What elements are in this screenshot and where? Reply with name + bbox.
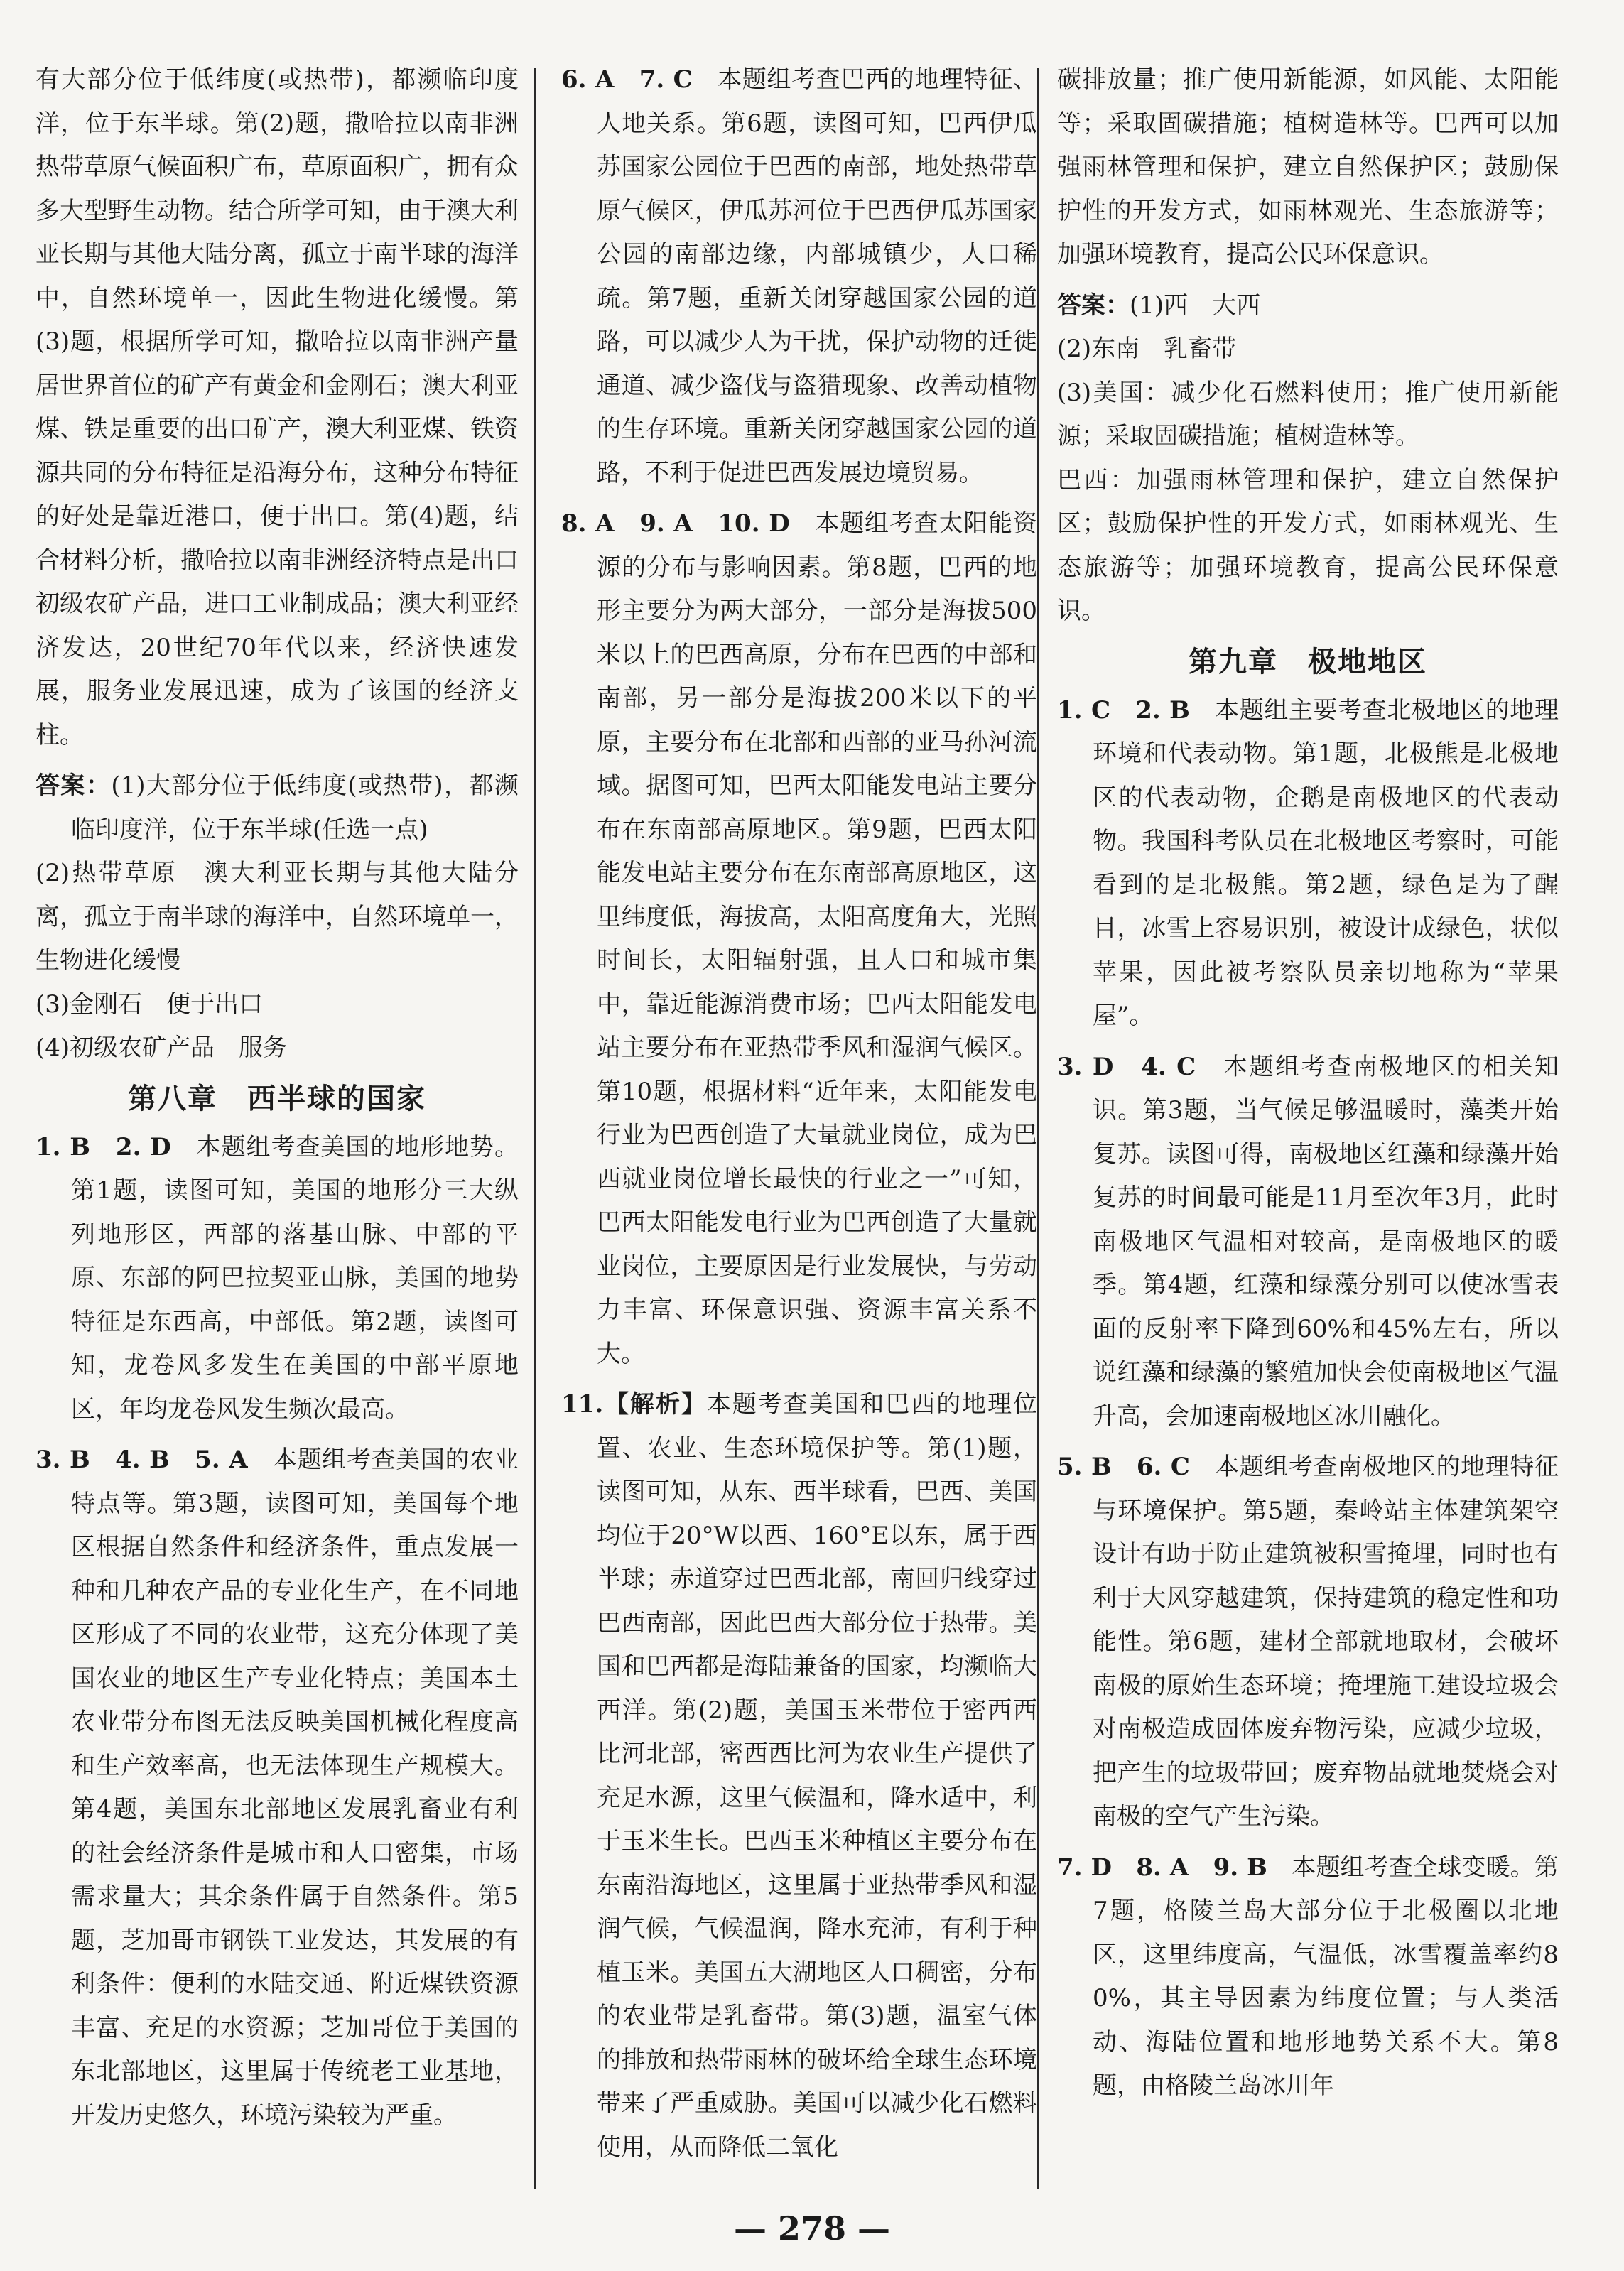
column-2 bbox=[561, 58, 1037, 2177]
answer-item: (3)美国：减少化石燃料使用；推广使用新能源；采取固碳措施；植树造林等。 bbox=[1057, 378, 1559, 450]
question-explanation: 本题组考查南极地区的地理特征与环境保护。第5题，秦岭站主体建筑架空设计有助于防止建筑被积雪掩埋，同时也有利于大风穿越建筑，保持建筑的稳定性和功能性。第6题，建材全部就地取材，会破坏南极的原始生态环境；掩埋施工建设垃圾会对南极造成固体废弃物污染，应减少垃圾，把产生的垃圾带回；废弃物品就地焚烧会对南极的空气产生污染。 bbox=[1093, 1453, 1559, 1831]
question-group bbox=[1057, 689, 1559, 1039]
question-explanation: 本题组考查巴西的地理特征、人地关系。第6题，读图可知，巴西伊瓜苏国家公园位于巴西的南部，地处热带草原气候区，伊瓜苏河位于巴西伊瓜苏国家公园的南部边缘，内部城镇少，人口稀疏。第7题，重新关闭穿越国家公园的道路，可以减少人为干扰，保护动物的迁徙通道、减少盗伐与盗猎现象、改善动植物的生存环境。重新关闭穿越国家公园的道路，不利于促进巴西发展边境贸易。 bbox=[597, 65, 1037, 487]
question-numbers: 1. B 2. D bbox=[36, 1132, 171, 1161]
answer-item: (2)热带草原 澳大利亚长期与其他大陆分离，孤立于南半球的海洋中，自然环境单一，生物进化缓慢 bbox=[36, 859, 519, 975]
answer-item: (3)金刚石 便于出口 bbox=[36, 990, 264, 1019]
question-explanation: 本题组考查美国的地形地势。第1题，读图可知，美国的地形分三大纵列地形区，西部的落基山脉、中部的平原、东部的阿巴拉契亚山脉，美国的地势特征是东西高，中部低。第2题，读图可知，龙卷风多发生在美国的中部平原地区，年均龙卷风发生频次最高。 bbox=[71, 1132, 519, 1424]
answer-item: (4)初级农矿产品 服务 bbox=[36, 1034, 288, 1062]
question-group bbox=[1057, 1046, 1559, 1439]
question-explanation: 本题考查美国和巴西的地理位置、农业、生态环境保护等。第(1)题，读图可知，从东、西半球看，巴西、美国均位于20°W以西、160°E以东，属于西半球；赤道穿过巴西北部，南回归线穿过巴西南部，因此巴西大部分位于热带。美国和巴西都是海陆兼备的国家，均濒临大西洋。第(2)题，美国玉米带位于密西西比河北部，密西西比河为农业生产提供了充足水源，这里气候温和，降水适中，利于玉米生长。巴西玉米种植区主要分布在东南沿海地区，这里属于亚热带季风和湿润气候，气候温润，降水充沛，有利于种植玉米。美国五大湖地区人口稠密，分布的农业带是乳畜带。第(3)题，温室气体的排放和热带雨林的破坏给全球生态环境带来了严重威胁。美国可以减少化石燃料使用，从而降低二氧化 bbox=[597, 1390, 1037, 2162]
chapter-heading: 第九章 极地地区 bbox=[1189, 645, 1427, 678]
question-numbers: 8. A 9. A 10. D bbox=[561, 509, 790, 538]
question-numbers: 3. B 4. B 5. A bbox=[36, 1446, 248, 1474]
question-explanation: 本题组考查美国的农业特点等。第3题，读图可知，美国每个地区根据自然条件和经济条件，重点发展一种和几种农产品的专业化生产，在不同地区形成了不同的农业带，这充分体现了美国农业的地区生产专业化特点；美国本土农业带分布图无法反映美国机械化程度高和生产效率高，也无法体现生产规模大。第4题，美国东北部地区发展乳畜业有利的社会经济条件是城市和人口密集，市场需求量大；其余条件属于自然条件。第5题，芝加哥市钢铁工业发达，其发展的有利条件：便利的水陆交通、附近煤铁资源丰富、充足的水资源；芝加哥位于美国的东北部地区，这里属于传统老工业基地，开发历史悠久，环境污染较为严重。 bbox=[71, 1446, 519, 2130]
question-group bbox=[561, 58, 1037, 495]
question-numbers: 1. C 2. B bbox=[1057, 695, 1190, 725]
column-3 bbox=[1057, 58, 1559, 2115]
answer-item: (1)大部分位于低纬度(或热带)，都濒临印度洋，位于东半球(任选一点) bbox=[71, 771, 519, 844]
answer-label: 答案： bbox=[36, 771, 112, 800]
column-divider-2 bbox=[1037, 68, 1039, 2189]
answer-block bbox=[1057, 284, 1559, 328]
column-1 bbox=[36, 58, 519, 2145]
question-numbers: 7. D 8. A 9. B bbox=[1057, 1853, 1267, 1882]
question-group bbox=[36, 1126, 519, 1432]
question-group bbox=[1057, 1446, 1559, 1839]
question-explanation: 本题组主要考查北极地区的地理环境和代表动物。第1题，北极熊是北极地区的代表动物，企鹅是南极地区的代表动物。我国科考队员在北极地区考察时，可能看到的是北极熊。第2题，绿色是为了醒目，冰雪上容易识别，被设计成绿色，状似苹果，因此被考察队员亲切地称为“苹果屋”。 bbox=[1093, 695, 1559, 1030]
question-group bbox=[36, 1438, 519, 2137]
question-group bbox=[1057, 1846, 1559, 2108]
continued-paragraph: 碳排放量；推广使用新能源，如风能、太阳能等；采取固碳措施；植树造林等。巴西可以加强雨林管理和保护，建立自然保护区；鼓励保护性的开发方式，如雨林观光、生态旅游等；加强环境教育，提高公民环保意识。 bbox=[1057, 65, 1559, 269]
question-explanation: 本题组考查南极地区的相关知识。第3题，当气候足够温暖时，藻类开始复苏。读图可得，南极地区红藻和绿藻开始复苏的时间最可能是11月至次年3月，此时南极地区气温相对较高，是南极地区的暖季。第4题，红藻和绿藻分别可以使冰雪表面的反射率下降到60%和45%左右，所以说红藻和绿藻的繁殖加快会使南极地区气温升高，会加速南极地区冰川融化。 bbox=[1093, 1052, 1559, 1431]
question-group bbox=[561, 502, 1037, 1376]
page-number: — 278 — bbox=[733, 2209, 891, 2248]
column-divider-1 bbox=[534, 68, 536, 2189]
question-numbers: 6. A 7. C bbox=[561, 65, 693, 94]
answer-block bbox=[36, 764, 519, 852]
chapter-heading: 第八章 西半球的国家 bbox=[128, 1082, 426, 1115]
question-numbers: 11.【解析】 bbox=[561, 1390, 707, 1419]
question-explanation: 本题组考查全球变暖。第7题，格陵兰岛大部分位于北极圈以北地区，这里纬度高，气温低，冰雪覆盖率约80%，其主导因素为纬度位置；与人类活动、海陆位置和地形地势关系不大。第8题，由格陵兰岛冰川年 bbox=[1093, 1853, 1559, 2100]
answer-item: (1)西 大西 bbox=[1130, 291, 1261, 320]
question-numbers: 5. B 6. C bbox=[1057, 1453, 1190, 1481]
question-group bbox=[561, 1383, 1037, 2169]
answer-label: 答案： bbox=[1057, 291, 1130, 320]
answer-item: (2)东南 乳畜带 bbox=[1057, 335, 1237, 363]
answer-item: 巴西：加强雨林管理和保护，建立自然保护区；鼓励保护性的开发方式，如雨林观光、生态旅游等；加强环境教育，提高公民环保意识。 bbox=[1057, 465, 1559, 625]
question-explanation: 本题组考查太阳能资源的分布与影响因素。第8题，巴西的地形主要分为两大部分，一部分是海拔500米以上的巴西高原，分布在巴西的中部和南部，另一部分是海拔200米以下的平原，主要分布在北部和西部的亚马孙河流域。据图可知，巴西太阳能发电站主要分布在东南部高原地区。第9题，巴西太阳能发电站主要分布在东南部高原地区，这里纬度低，海拔高，太阳高度角大，光照时间长，太阳辐射强，且人口和城市集中，靠近能源消费市场；巴西太阳能发电站主要分布在亚热带季风和湿润气候区。第10题，根据材料“近年来，太阳能发电行业为巴西创造了大量就业岗位，成为巴西就业岗位增长最快的行业之一”可知，巴西太阳能发电行业为巴西创造了大量就业岗位，主要原因是行业发展快，与劳动力丰富、环保意识强、资源丰富关系不大。 bbox=[597, 509, 1037, 1368]
continued-paragraph: 有大部分位于低纬度(或热带)，都濒临印度洋，位于东半球。第(2)题，撒哈拉以南非洲热带草原气候面积广布，草原面积广，拥有众多大型野生动物。结合所学可知，由于澳大利亚长期与其他大陆分离，孤立于南半球的海洋中，自然环境单一，因此生物进化缓慢。第(3)题，根据所学可知，撒哈拉以南非洲产量居世界首位的矿产有黄金和金刚石；澳大利亚煤、铁是重要的出口矿产，澳大利亚煤、铁资源共同的分布特征是沿海分布，这种分布特征的好处是靠近港口，便于出口。第(4)题，结合材料分析，撒哈拉以南非洲经济特点是出口初级农矿产品，进口工业制成品；澳大利亚经济发达，20世纪70年代以来，经济快速发展，服务业发展迅速，成为了该国的经济支柱。 bbox=[36, 65, 519, 749]
question-numbers: 3. D 4. C bbox=[1057, 1052, 1196, 1081]
